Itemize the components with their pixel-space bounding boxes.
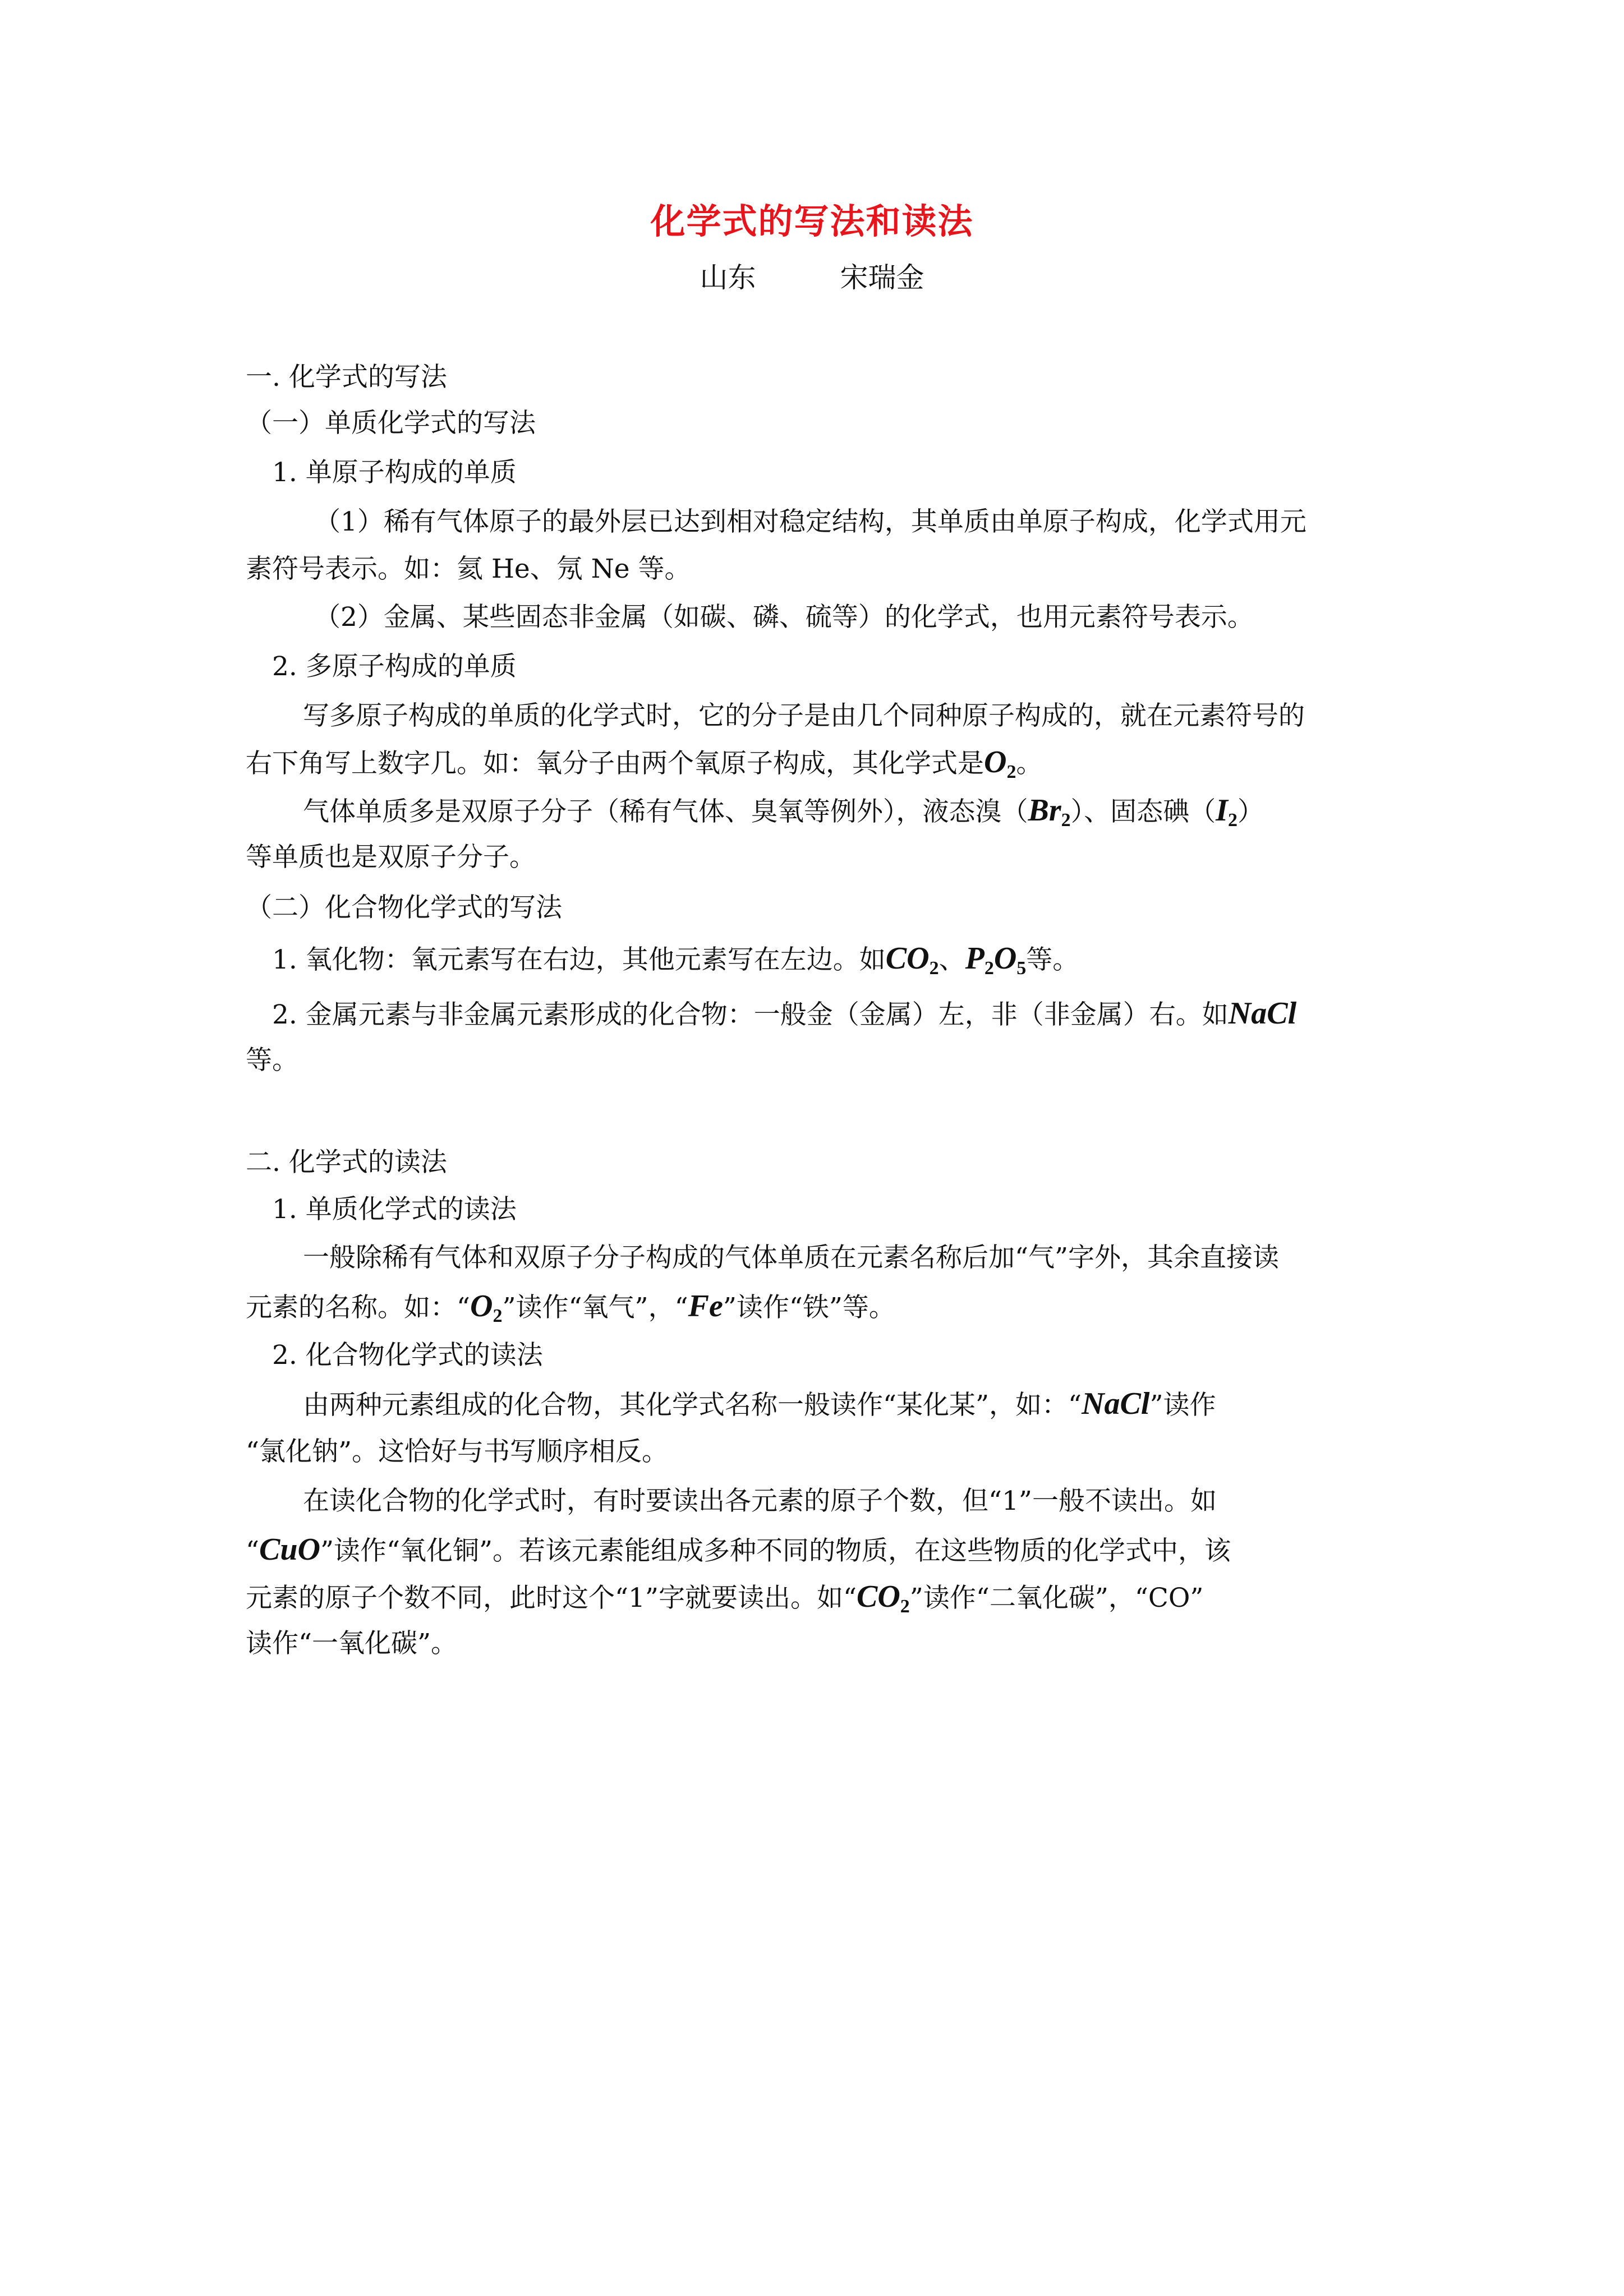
text-run: 右下角写上数字几。如：氧分子由两个氧原子构成，其化学式是 bbox=[246, 748, 984, 779]
formula-p2o5: $P_2O_5$ bbox=[965, 941, 1027, 979]
formula-co2: $CO_2$ bbox=[857, 1579, 910, 1617]
paragraph-line: “氯化钠”。这恰好与书写顺序相反。 bbox=[246, 1436, 669, 1467]
paragraph-line: 素符号表示。如：氦 He、氖 Ne 等。 bbox=[246, 554, 691, 584]
author-line: 山东 宋瑞金 bbox=[700, 261, 924, 294]
item2-heading: 2. 化合物化学式的读法 bbox=[272, 1340, 543, 1371]
formula-nacl: NaCl bbox=[1082, 1386, 1150, 1421]
paragraph-line: 2. 金属元素与非金属元素形成的化合物：一般金（金属）左，非（非金属）右。如NaCl bbox=[272, 996, 1297, 1031]
paragraph-line: 由两种元素组成的化合物，其化学式名称一般读作“某化某”，如：“NaCl”读作 bbox=[303, 1386, 1216, 1421]
formula-co2: $CO_2$ bbox=[885, 941, 939, 979]
formula-o2: $O_2$ bbox=[470, 1289, 503, 1326]
text-run: 。 bbox=[1016, 748, 1043, 779]
item1-heading: 1. 单质化学式的读法 bbox=[272, 1194, 517, 1225]
paragraph-line: 读作“一氧化碳”。 bbox=[246, 1628, 458, 1659]
paragraph-line: 写多原子构成的单质的化学式时，它的分子是由几个同种原子构成的，就在元素符号的 bbox=[303, 700, 1305, 731]
paragraph-line: 1. 氧化物：氧元素写在右边，其他元素写在左边。如$CO_2$、$P_2O_5$等。 bbox=[272, 941, 1079, 979]
sub2-heading: （二）化合物化学式的写法 bbox=[246, 892, 562, 923]
page-title: 化学式的写法和读法 bbox=[650, 201, 974, 242]
paragraph-line: （2）金属、某些固态非金属（如碳、磷、硫等）的化学式，也用元素符号表示。 bbox=[314, 602, 1254, 633]
section2-heading: 二. 化学式的读法 bbox=[246, 1147, 447, 1178]
formula-cuo: CuO bbox=[259, 1532, 320, 1567]
paragraph-line: 等。 bbox=[246, 1045, 298, 1076]
item1-heading: 1. 单原子构成的单质 bbox=[272, 457, 517, 488]
formula-br2: $Br_2$ bbox=[1028, 793, 1071, 831]
paragraph-line: 在读化合物的化学式时，有时要读出各元素的原子个数，但“1”一般不读出。如 bbox=[303, 1486, 1217, 1516]
paragraph-line: 气体单质多是双原子分子（稀有气体、臭氧等例外），液态溴$(Br_2)$、固态碘$(I_2)$ bbox=[303, 793, 1264, 831]
paragraph-line: “CuO”读作“氧化铜”。若该元素能组成多种不同的物质，在这些物质的化学式中，该 bbox=[246, 1532, 1231, 1567]
formula-nacl: NaCl bbox=[1228, 996, 1297, 1031]
paragraph-line: 一般除稀有气体和双原子分子构成的气体单质在元素名称后加“气”字外，其余直接读 bbox=[303, 1242, 1280, 1273]
formula-i2: $I_2$ bbox=[1216, 793, 1237, 831]
paragraph-line: （1）稀有气体原子的最外层已达到相对稳定结构，其单质由单原子构成，化学式用元 bbox=[314, 506, 1306, 537]
formula-o2: $O_2$ bbox=[984, 745, 1016, 782]
paragraph-line bbox=[246, 744, 1042, 791]
sub1-heading: （一）单质化学式的写法 bbox=[246, 408, 536, 439]
formula-fe: Fe bbox=[688, 1289, 723, 1324]
paragraph-line: 等单质也是双原子分子。 bbox=[246, 842, 536, 873]
paragraph-line: 元素的原子个数不同，此时这个“1”字就要读出。如“$CO_2$”读作“二氧化碳”，“CO” bbox=[246, 1579, 1204, 1617]
item2-heading: 2. 多原子构成的单质 bbox=[272, 651, 517, 682]
section1-heading: 一. 化学式的写法 bbox=[246, 362, 447, 393]
paragraph-line: 元素的名称。如：“$O_2$”读作“氧气”，“Fe”读作“铁”等。 bbox=[246, 1289, 895, 1326]
